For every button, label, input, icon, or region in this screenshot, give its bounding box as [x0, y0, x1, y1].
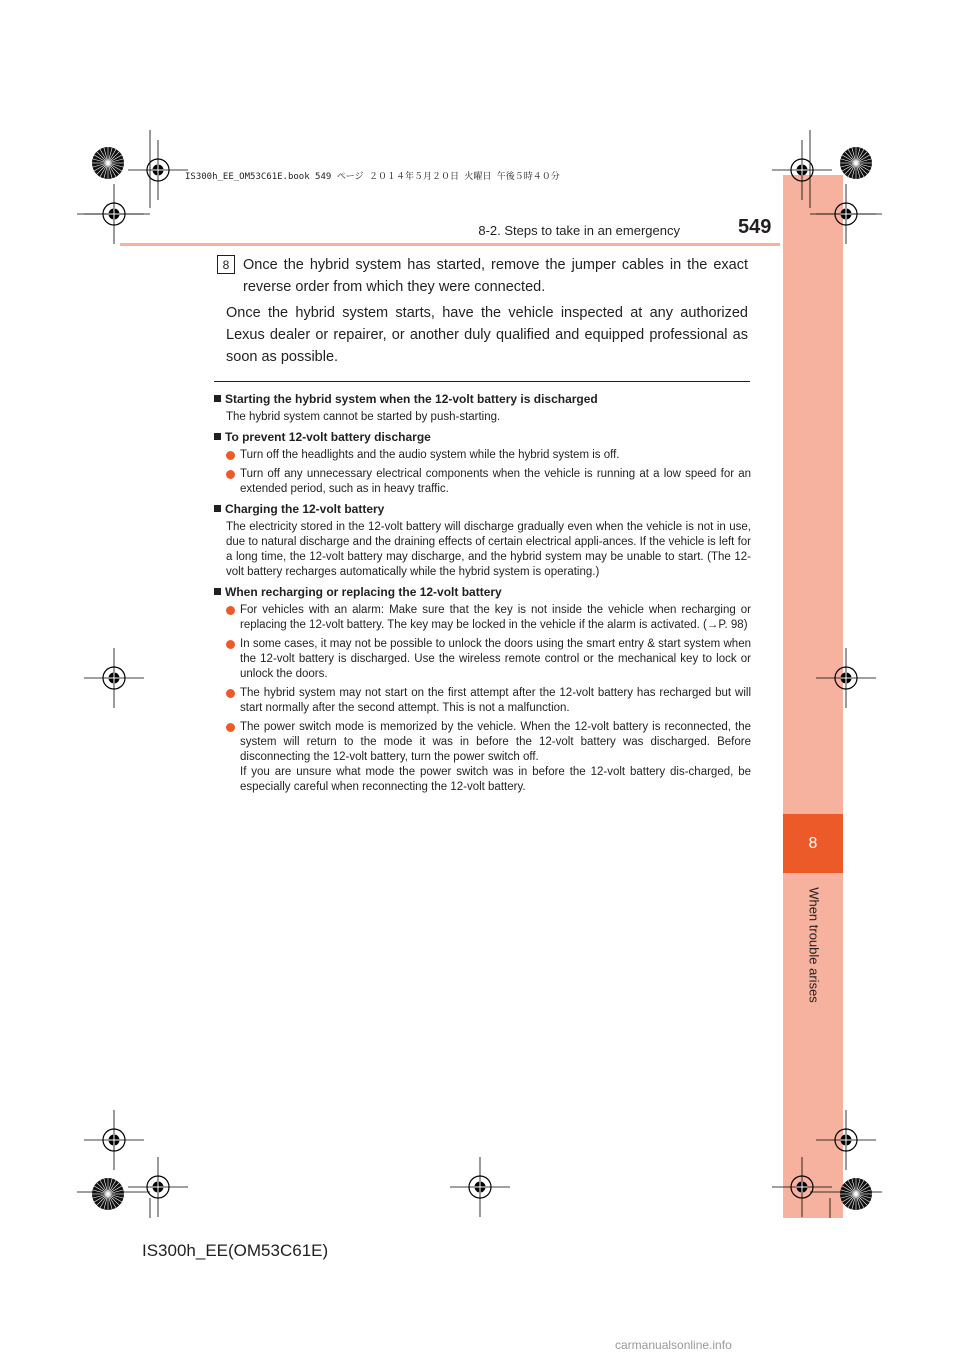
list-item: In some cases, it may not be possible to unlock the doors using the smart entry & start system when the 12-volt battery is discharged. Use the wireless remote control or the mechanical key to lock or unlock the doors.	[214, 637, 751, 682]
chapter-title: When trouble arises	[806, 887, 821, 1003]
footer-model-code: IS300h_EE(OM53C61E)	[142, 1241, 329, 1260]
note-body: The hybrid system cannot be started by push-starting.	[226, 411, 501, 423]
list-item: For vehicles with an alarm: Make sure that the key is not inside the vehicle when recharging or replacing the 12-volt battery. The key may be locked in the vehicle if the alarm is activated. (→P. 98)	[214, 603, 751, 633]
list-item: Turn off any unnecessary electrical components when the vehicle is running at a low speed for an extended period, such as in heavy traffic.	[214, 467, 751, 497]
registration-starburst-icon	[90, 1176, 126, 1212]
registration-crosshair-icon	[816, 648, 876, 708]
page-number: 549	[738, 216, 772, 238]
list-item: Turn off the headlights and the audio system while the hybrid system is off.	[214, 448, 751, 463]
print-mark: IS300h_EE_OM53C61E.book 549 ページ ２０１４年５月２０日 火曜日 午後５時４０分	[185, 172, 560, 182]
watermark: carmanualsonline.info	[615, 1338, 732, 1352]
registration-crosshair-icon	[128, 140, 188, 200]
registration-crosshair-icon	[772, 1157, 832, 1217]
note-title: When recharging or replacing the 12-volt battery	[214, 585, 751, 600]
registration-starburst-icon	[838, 1176, 874, 1212]
section-title: 8-2. Steps to take in an emergency	[478, 223, 680, 238]
inspection-paragraph: Once the hybrid system starts, have the vehicle inspected at any authorized Lexus dealer or repairer, or another duly qualified and equipped professional as soon as possible.	[226, 305, 748, 365]
step-number: 8	[222, 257, 230, 272]
registration-crosshair-icon	[450, 1157, 510, 1217]
list-item: The hybrid system may not start on the first attempt after the 12-volt battery has recharged but will start normally after the second attempt. This is not a malfunction.	[214, 686, 751, 716]
note-title: To prevent 12-volt battery discharge	[214, 430, 751, 445]
registration-crosshair-icon	[816, 184, 876, 244]
list-item-text: The power switch mode is memorized by the vehicle. When the 12-volt battery is reconnected, the system will return to the mode it was in before the 12-volt battery was discharged. Before disconnecting the 12-volt battery, turn the power switch off. If you are unsure what mode the power switch was in before the 12-volt battery dis-charged, be especially careful when reconnecting the 12-volt battery.	[240, 721, 751, 793]
note-body: The electricity stored in the 12-volt battery will discharge gradually even when the vehicle is not in use, due to natural discharge and the draining effects of certain electrical appli-ances. If the vehicle is left for a long time, the 12-volt battery may discharge, and the hybrid system may be unable to start. (The 12-volt battery recharges automatically while the hybrid system is operating.)	[226, 521, 751, 578]
note-title: Starting the hybrid system when the 12-volt battery is discharged	[214, 392, 751, 407]
step-text: Once the hybrid system has started, remove the jumper cables in the exact reverse order from which they were connected.	[243, 257, 748, 295]
note-title: Charging the 12-volt battery	[214, 502, 751, 517]
registration-starburst-icon	[838, 145, 874, 181]
chapter-number: 8	[808, 834, 818, 852]
registration-crosshair-icon	[84, 648, 144, 708]
registration-starburst-icon	[90, 145, 126, 181]
registration-crosshair-icon	[128, 1157, 188, 1217]
